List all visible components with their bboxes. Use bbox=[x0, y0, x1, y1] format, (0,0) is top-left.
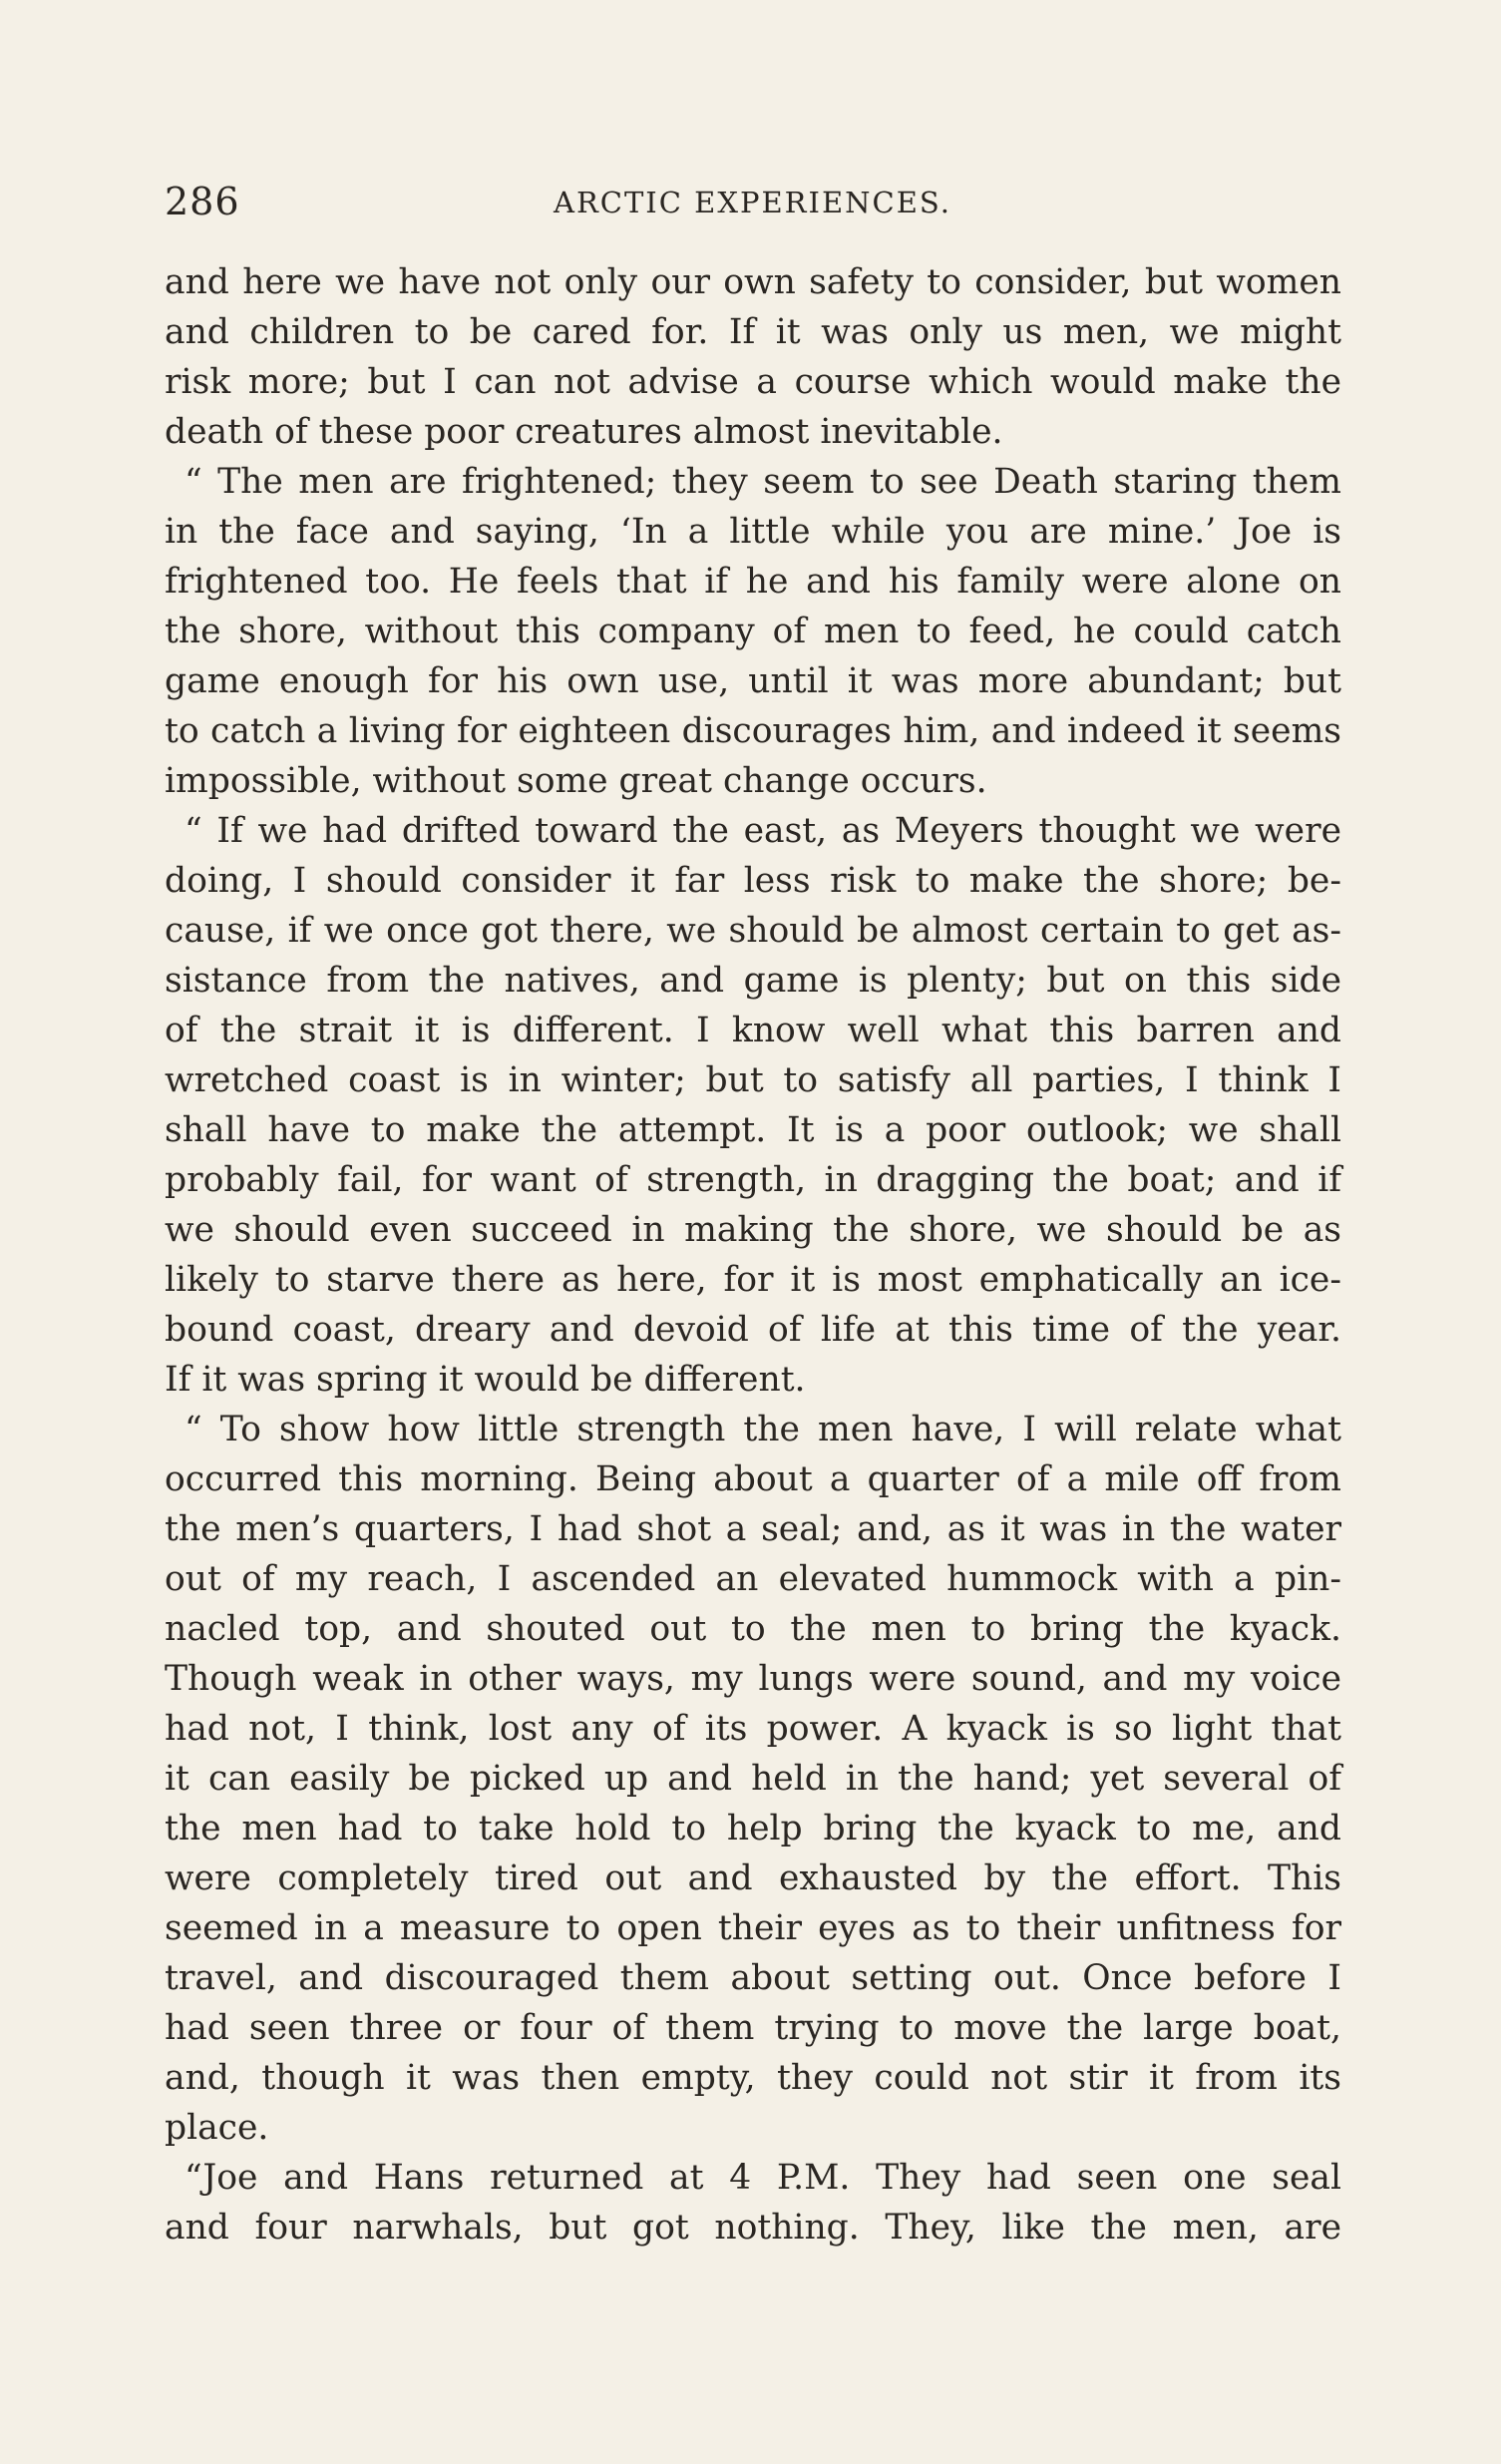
text-line: had not, I think, lost any of its power. A kyack is so light that bbox=[165, 1709, 1341, 1749]
text-line: shall have to make the attempt. It is a poor outlook; we shall bbox=[165, 1110, 1341, 1150]
body-text bbox=[165, 257, 1341, 2253]
text-line: wretched coast is in winter; but to satisfy all parties, I think I bbox=[165, 1060, 1341, 1100]
text-line: the men had to take hold to help bring the kyack to me, and bbox=[165, 1809, 1341, 1848]
text-line: cause, if we once got there, we should be almost certain to get as- bbox=[165, 911, 1341, 951]
text-line: out of my reach, I ascended an elevated hummock with a pin- bbox=[165, 1559, 1341, 1599]
text-line: and children to be cared for. If it was only us men, we might bbox=[165, 312, 1341, 352]
text-line: game enough for his own use, until it was more abundant; but bbox=[165, 661, 1341, 701]
text-line: “Joe and Hans returned at 4 P.M. They had seen one seal bbox=[185, 2158, 1341, 2198]
text-line: and here we have not only our own safety to consider, but women bbox=[165, 262, 1341, 302]
text-line: doing, I should consider it far less risk to make the shore; be- bbox=[165, 861, 1341, 901]
text-line: probably fail, for want of strength, in dragging the boat; and if bbox=[165, 1160, 1341, 1200]
text-line: “ The men are frightened; they seem to see Death staring them bbox=[185, 462, 1341, 502]
text-line: in the face and saying, ‘In a little while you are mine.’ Joe is bbox=[165, 512, 1341, 552]
text-line: bound coast, dreary and devoid of life at this time of the year. bbox=[165, 1310, 1341, 1350]
text-line: and, though it was then empty, they could not stir it from its bbox=[165, 2058, 1341, 2098]
text-line: “ If we had drifted toward the east, as Meyers thought we were bbox=[185, 811, 1341, 851]
text-line: occurred this morning. Being about a quarter of a mile off from bbox=[165, 1459, 1341, 1499]
text-line: death of these poor creatures almost inevitable. bbox=[165, 412, 1003, 452]
text-line: the shore, without this company of men to feed, he could catch bbox=[165, 612, 1341, 651]
text-line: had seen three or four of them trying to move the large boat, bbox=[165, 2008, 1341, 2048]
text-line: we should even succeed in making the shore, we should be as bbox=[165, 1210, 1341, 1250]
text-line: travel, and discouraged them about setting out. Once before I bbox=[165, 1958, 1341, 1998]
text-line: risk more; but I can not advise a course which would make the bbox=[165, 362, 1341, 402]
text-line: impossible, without some great change occurs. bbox=[165, 761, 987, 801]
text-line: to catch a living for eighteen discourages him, and indeed it seems bbox=[165, 711, 1341, 751]
text-line: seemed in a measure to open their eyes as to their unfitness for bbox=[165, 1908, 1341, 1948]
text-line: Though weak in other ways, my lungs were sound, and my voice bbox=[165, 1659, 1341, 1699]
text-line: of the strait it is different. I know well what this barren and bbox=[165, 1011, 1341, 1050]
text-line: the men’s quarters, I had shot a seal; and, as it was in the water bbox=[165, 1509, 1341, 1549]
text-line: it can easily be picked up and held in the hand; yet several of bbox=[165, 1759, 1341, 1799]
text-line: If it was spring it would be different. bbox=[165, 1360, 806, 1400]
text-line: and four narwhals, but got nothing. They, like the men, are bbox=[165, 2208, 1341, 2248]
page-number: 286 bbox=[165, 180, 240, 223]
text-line: likely to starve there as here, for it is most emphatically an ice- bbox=[165, 1260, 1341, 1300]
text-line: place. bbox=[165, 2108, 269, 2148]
text-line: nacled top, and shouted out to the men to bring the kyack. bbox=[165, 1609, 1341, 1649]
running-head: ARCTIC EXPERIENCES. bbox=[554, 186, 951, 219]
text-line: were completely tired out and exhausted by the effort. This bbox=[165, 1858, 1341, 1898]
text-line: “ To show how little strength the men have, I will relate what bbox=[185, 1410, 1341, 1449]
text-line: sistance from the natives, and game is plenty; but on this side bbox=[165, 961, 1341, 1001]
page-header bbox=[165, 180, 1341, 239]
text-line: frightened too. He feels that if he and his family were alone on bbox=[165, 562, 1341, 602]
